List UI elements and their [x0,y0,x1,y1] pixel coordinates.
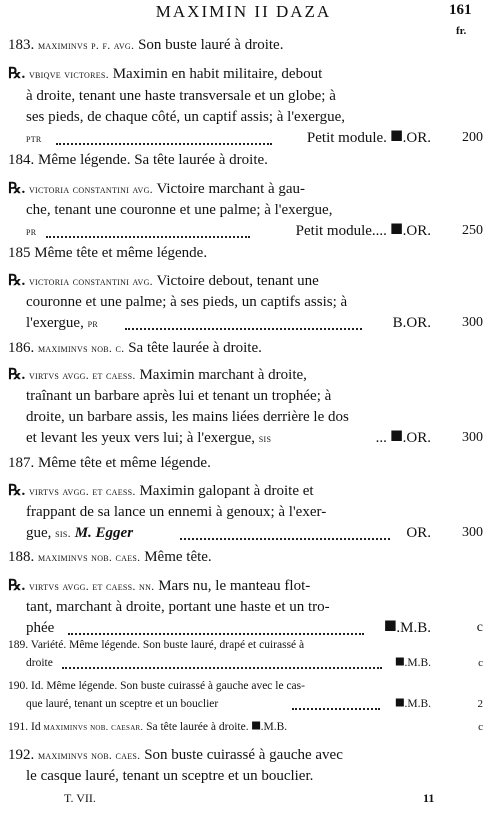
line-text [8,63,322,85]
catalogue-line [0,199,487,221]
line-text [26,765,313,787]
line-text [26,522,133,544]
line-text [26,596,330,618]
text-run: 188. [8,549,38,565]
catalogue-line [0,364,487,386]
catalogue-line [0,744,487,766]
price-value: 300 [462,430,483,445]
catalogue-line [0,522,487,544]
text-run: Maximin en habit militaire, debout [108,66,323,82]
module-metal-label: ⯀.M.B. [384,620,431,636]
price-value: c [478,657,483,669]
line-text [8,242,207,264]
line-text [8,744,343,766]
catalogue-line [0,575,487,597]
legend-smallcaps: pr [87,316,98,330]
legend-smallcaps: sis. [55,526,71,540]
legend-smallcaps: vbiqve victores. [28,67,109,81]
line-text [8,364,307,386]
footer-volume: T. VII. [64,791,96,805]
text-run: Son buste cuirassé à gauche avec [140,747,343,763]
text-run: couronne et une palme; à ses pieds, un captifs assis; à [26,294,348,310]
text-run: Victoire marchant à gau- [152,181,306,197]
legend-smallcaps: sis [258,431,272,445]
module-metal-label: ⯀.M.B. [395,657,431,669]
text-run: droite, un barbare assis, les mains liées derrière le dos [26,409,349,425]
catalogue-line [0,34,487,56]
line-text [26,385,331,407]
text-run: ℞. [8,273,29,289]
line-text [8,480,314,502]
text-run: Maximin marchant à droite, [135,367,307,383]
catalogue-line [0,765,487,787]
text-run: ses pieds, de chaque côté, un captif assis; à l'exergue, [26,109,345,125]
line-text [8,270,319,292]
catalogue-line [0,85,487,107]
catalogue-line [0,546,487,568]
line-text [26,427,271,449]
price-value: c [476,620,483,635]
catalogue-line [0,106,487,128]
dot-leader [292,708,380,710]
catalogue-line [0,127,487,149]
text-run: Son buste lauré à droite. [134,37,284,53]
catalogue-line [0,270,487,292]
module-metal-label: Petit module. ⯀.OR. [306,130,431,146]
legend-smallcaps: virtvs avgg. et caess. nn. [28,579,155,593]
text-run: l'exergue, [26,315,88,331]
text-run: 186. [8,340,38,356]
price-unit-label: fr. [456,25,467,37]
text-run: phée [26,620,55,636]
text-run: ℞. [8,181,29,197]
line-text [8,34,283,56]
legend-smallcaps: victoria constantini avg. [28,182,153,196]
text-run: 189. Variété. Même légende. Son buste lauré, drapé et cuirassé à [8,639,305,651]
price-value: c [478,721,483,733]
catalogue-line [0,242,487,264]
text-run: ℞. [8,483,29,499]
price-value: 250 [462,223,483,238]
line-text [26,127,42,149]
text-run: Même tête. [140,549,212,565]
catalogue-line [0,312,487,334]
text-run: que lauré, tenant un sceptre et un bouclier [26,698,219,710]
legend-smallcaps: maximinvs p. f. avg. [38,38,135,52]
legend-smallcaps: pr [26,224,37,238]
legend-smallcaps: maximinvs nob. caes. [38,748,141,762]
line-text [26,220,36,242]
catalogue-line [0,178,487,200]
catalogue-line [0,596,487,618]
line-text [26,312,98,334]
text-run: frappant de sa lance un ennemi à genoux; à l'exer- [26,504,327,520]
price-value: 200 [462,130,483,145]
catalogue-line [0,149,487,171]
catalogue-line [0,654,487,672]
catalogue-line [0,452,487,474]
line-text [26,199,332,221]
catalogue-line [0,291,487,313]
text-run: 192. [8,747,38,763]
text-run: Victoire debout, tenant une [152,273,319,289]
text-run: 191. Id [8,721,44,733]
legend-smallcaps: victoria constantini avg. [28,274,153,288]
text-run: et levant les yeux vers lui; à l'exergue, [26,430,259,446]
text-run: 184. Même légende. Sa tête laurée à droite. [8,152,268,168]
catalogue-line [0,406,487,428]
text-run: Maximin galopant à droite et [135,483,314,499]
price-value: 2 [477,698,483,710]
legend-smallcaps: virtvs avgg. et caess. [28,484,136,498]
text-run: tant, marchant à droite, portant une haste et un tro- [26,599,330,615]
line-text [8,337,262,359]
line-text [8,178,305,200]
module-metal-label: B.OR. [392,315,431,331]
text-run: droite [26,657,53,669]
text-run: 187. Même tête et même légende. [8,455,211,471]
line-text [8,575,310,597]
line-text [26,106,345,128]
price-value: 300 [462,525,483,540]
dot-leader [56,143,272,145]
catalogue-line [0,501,487,523]
catalogue-line [0,220,487,242]
line-text [8,718,287,737]
text-run: M. Egger [74,525,134,541]
page-number: 161 [449,2,472,18]
running-title: MAXIMIN II DAZA [155,2,332,21]
legend-smallcaps: maximinvs nob. caesar. [43,723,144,733]
text-run: 183. [8,37,38,53]
line-text [8,677,305,695]
line-text [8,149,268,171]
text-run: 190. Id. Même légende. Son buste cuirassé à gauche avec le cas- [8,680,305,692]
catalogue-line [0,337,487,359]
dot-leader [180,538,390,540]
catalogue-line [0,63,487,85]
line-text [26,291,347,313]
text-run: che, tenant une couronne et une palme; à l'exergue, [26,202,333,218]
line-text [8,636,304,654]
legend-smallcaps: maximinvs nob. c. [38,341,125,355]
text-run: Sa tête laurée à droite. ⯀.M.B. [143,721,288,733]
text-run: traînant un barbare après lui et tenant un trophée; à [26,388,332,404]
dot-leader [46,236,250,238]
text-run: 185 Même tête et même légende. [8,245,208,261]
catalogue-line [0,718,487,736]
legend-smallcaps: maximinvs nob. caes. [38,550,141,564]
catalogue-line [0,677,487,695]
catalogue-line [0,480,487,502]
module-metal-label: OR. [406,525,431,541]
catalogue-line [0,427,487,449]
module-metal-label: ... ⯀.OR. [375,430,431,446]
line-text [26,406,349,428]
line-text [26,85,336,107]
catalogue-line [0,695,487,713]
footer-signature: 11 [423,791,435,805]
text-run: Sa tête laurée à droite. [124,340,262,356]
module-metal-label: ⯀.M.B. [395,698,431,710]
catalogue-line [0,385,487,407]
catalogue-line [0,636,487,654]
line-text [8,452,211,474]
line-text [26,695,218,713]
text-run: à droite, tenant une haste transversale et un globe; à [26,88,336,104]
line-text [8,546,212,568]
dot-leader [68,633,364,635]
module-metal-label: Petit module.... ⯀.OR. [295,223,431,239]
price-value: 300 [462,315,483,330]
text-run: le casque lauré, tenant un sceptre et un bouclier. [26,768,314,784]
text-run: Mars nu, le manteau flot- [154,578,311,594]
text-run: ℞. [8,367,29,383]
dot-leader [62,667,382,669]
line-text [26,654,53,672]
line-text [26,501,326,523]
legend-smallcaps: ptr [26,131,42,145]
text-run: gue, [26,525,56,541]
text-run: ℞. [8,578,29,594]
legend-smallcaps: virtvs avgg. et caess. [28,368,136,382]
text-run: ℞. [8,66,29,82]
dot-leader [125,328,362,330]
